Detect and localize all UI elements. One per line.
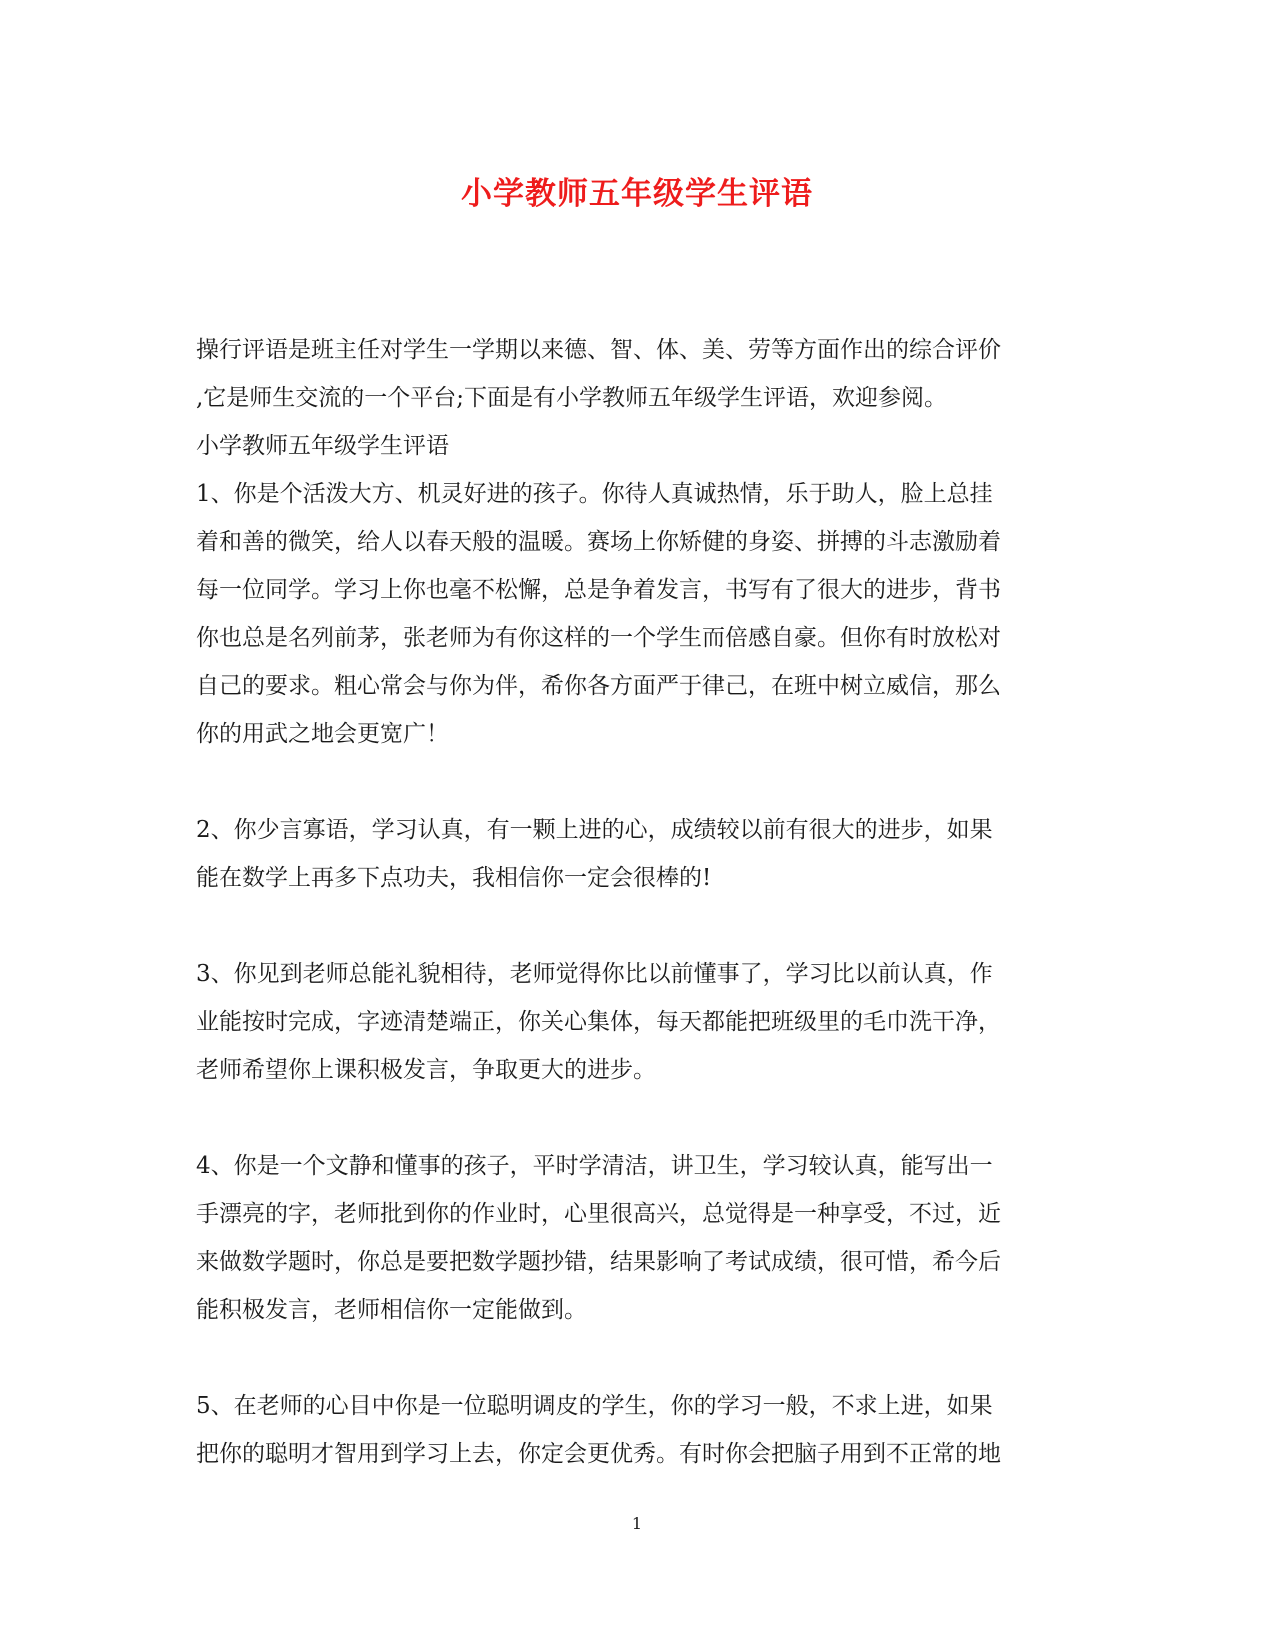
- intro-line: ,它是师生交流的一个平台;下面是有小学教师五年级学生评语，欢迎参阅。: [196, 385, 948, 411]
- comment-line: 3、你见到老师总能礼貌相待，老师觉得你比以前懂事了，学习比以前认真，作: [196, 961, 993, 987]
- comment-line: 你的用武之地会更宽广！: [196, 721, 449, 747]
- page-number: 1: [631, 1514, 643, 1533]
- comment-line: 能在数学上再多下点功夫，我相信你一定会很棒的!: [196, 865, 712, 891]
- comment-3: [196, 950, 1080, 1094]
- comment-2: [196, 806, 1080, 902]
- comment-line: 手漂亮的字，老师批到你的作业时，心里很高兴，总觉得是一种享受，不过，近: [196, 1201, 1001, 1227]
- intro-line: 操行评语是班主任对学生一学期以来德、智、体、美、劳等方面作出的综合评价: [196, 337, 1001, 363]
- comment-line: 能积极发言，老师相信你一定能做到。: [196, 1297, 587, 1323]
- comment-line: 你也总是名列前茅，张老师为有你这样的一个学生而倍感自豪。但你有时放松对: [196, 625, 1001, 651]
- comment-line: 2、你少言寡语，学习认真，有一颗上进的心，成绩较以前有很大的进步，如果: [196, 817, 993, 843]
- comment-line: 每一位同学。学习上你也毫不松懈，总是争着发言，书写有了很大的进步，背书: [196, 577, 1001, 603]
- comment-4: [196, 1142, 1080, 1334]
- subheading: 小学教师五年级学生评语: [196, 433, 449, 459]
- paragraph-gap: [196, 902, 1080, 950]
- paragraph-gap: [196, 1334, 1080, 1382]
- document-title: 小学教师五年级学生评语: [461, 176, 813, 212]
- paragraph-gap: [196, 1094, 1080, 1142]
- comment-line: 着和善的微笑，给人以春天般的温暖。赛场上你矫健的身姿、拼搏的斗志激励着: [196, 529, 1001, 555]
- comment-line: 1、你是个活泼大方、机灵好进的孩子。你待人真诚热情，乐于助人，脸上总挂: [196, 481, 993, 507]
- comment-line: 来做数学题时，你总是要把数学题抄错，结果影响了考试成绩，很可惜，希今后: [196, 1249, 1001, 1275]
- document-body: [196, 326, 1080, 1478]
- comment-line: 老师希望你上课积极发言，争取更大的进步。: [196, 1057, 656, 1083]
- comment-line: 4、你是一个文静和懂事的孩子，平时学清洁，讲卫生，学习较认真，能写出一: [196, 1153, 993, 1179]
- comment-line: 自己的要求。粗心常会与你为伴，希你各方面严于律己，在班中树立威信，那么: [196, 673, 1001, 699]
- comment-5: [196, 1382, 1080, 1478]
- comment-line: 业能按时完成，字迹清楚端正，你关心集体，每天都能把班级里的毛巾洗干净，: [196, 1009, 1001, 1035]
- comment-line: 5、在老师的心目中你是一位聪明调皮的学生，你的学习一般，不求上进，如果: [196, 1393, 993, 1419]
- comment-1: [196, 470, 1080, 758]
- comment-line: 把你的聪明才智用到学习上去，你定会更优秀。有时你会把脑子用到不正常的地: [196, 1441, 1001, 1467]
- paragraph-gap: [196, 758, 1080, 806]
